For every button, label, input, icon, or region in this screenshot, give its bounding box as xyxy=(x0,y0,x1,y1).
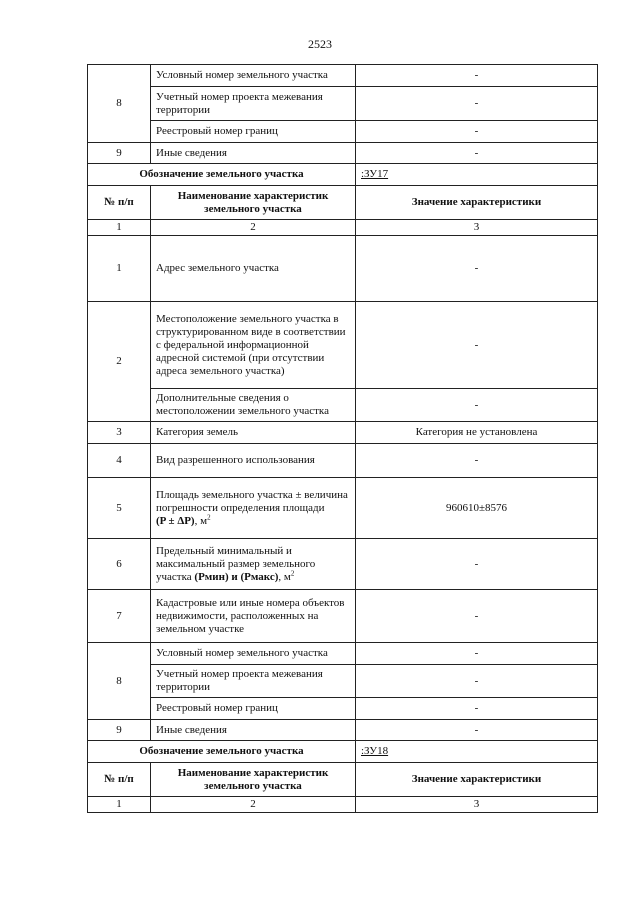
table-row xyxy=(88,65,598,87)
row-number: 9 xyxy=(88,143,151,164)
designation-label: Обозначение земельного участка xyxy=(88,741,356,763)
row-label: Местоположение земельного участка в структурированном виде в соответствии с федеральной информационной адресной системой (при отсутствии адреса земельного участка) xyxy=(151,302,356,389)
header-row xyxy=(88,763,598,797)
header-value: Значение характеристики xyxy=(356,186,598,220)
row-value: - xyxy=(356,643,598,665)
area-unit-exponent: 2 xyxy=(207,512,211,521)
row-number: 8 xyxy=(88,65,151,143)
row-label: Условный номер земельного участка xyxy=(151,643,356,665)
row-number: 7 xyxy=(88,590,151,643)
table-row xyxy=(88,643,598,665)
table-row xyxy=(88,87,598,121)
table-row xyxy=(88,389,598,422)
header-row xyxy=(88,186,598,220)
row-value: - xyxy=(356,389,598,422)
row-label: Адрес земельного участка xyxy=(151,236,356,302)
row-value: - xyxy=(356,665,598,698)
designation-value: :ЗУ17 xyxy=(356,164,598,186)
row-label-text: Предельный минимальный и максимальный размер земельного участка xyxy=(156,544,316,583)
column-number: 2 xyxy=(151,797,356,813)
row-value: - xyxy=(356,87,598,121)
table-row xyxy=(88,720,598,741)
row-value: - xyxy=(356,444,598,478)
area-unit: , м xyxy=(194,514,208,527)
table-row xyxy=(88,478,598,539)
area-value: 960610±8576 xyxy=(356,478,598,539)
area-formula: (P ± ΔP) xyxy=(156,514,195,527)
row-label-text: Площадь земельного участка ± величина погрешности определения площади xyxy=(156,488,348,514)
header-name: Наименование характеристик земельного участка xyxy=(151,186,356,220)
designation-row xyxy=(88,164,598,186)
size-formula: (Рмин) и (Рмакс) xyxy=(194,570,279,583)
row-value: - xyxy=(356,143,598,164)
table-row xyxy=(88,539,598,590)
row-number: 8 xyxy=(88,643,151,720)
designation-value: :ЗУ18 xyxy=(356,741,598,763)
row-number: 4 xyxy=(88,444,151,478)
row-number: 3 xyxy=(88,422,151,444)
header-num: № п/п xyxy=(88,763,151,797)
row-label: Дополнительные сведения о местоположении земельного участка xyxy=(151,389,356,422)
table-row xyxy=(88,236,598,302)
header-name: Наименование характеристик земельного участка xyxy=(151,763,356,797)
size-unit-exponent: 2 xyxy=(290,568,295,577)
row-value: - xyxy=(356,698,598,720)
table-row xyxy=(88,143,598,164)
row-label: Иные сведения xyxy=(151,143,356,164)
column-number-row xyxy=(88,797,598,813)
size-unit: , м xyxy=(278,570,291,583)
column-number: 1 xyxy=(88,797,151,813)
row-label xyxy=(151,478,356,539)
row-label: Реестровый номер границ xyxy=(151,698,356,720)
row-label: Учетный номер проекта межевания территории xyxy=(151,665,356,698)
row-label: Реестровый номер границ xyxy=(151,121,356,143)
column-number-row xyxy=(88,220,598,236)
table-row xyxy=(88,302,598,389)
table-row xyxy=(88,121,598,143)
row-label xyxy=(151,539,356,590)
column-number: 2 xyxy=(151,220,356,236)
row-label: Условный номер земельного участка xyxy=(151,65,356,87)
row-number: 2 xyxy=(88,302,151,422)
row-value: - xyxy=(356,65,598,87)
column-number: 3 xyxy=(356,220,598,236)
row-label: Категория земель xyxy=(151,422,356,444)
page-number: 2523 xyxy=(308,37,332,51)
table-row xyxy=(88,698,598,720)
row-label: Кадастровые или иные номера объектов недвижимости, расположенных на земельном участке xyxy=(151,590,356,643)
header-num: № п/п xyxy=(88,186,151,220)
row-value: - xyxy=(356,302,598,389)
designation-row xyxy=(88,741,598,763)
table-row xyxy=(88,590,598,643)
table-row xyxy=(88,422,598,444)
row-value: - xyxy=(356,539,598,590)
column-number: 3 xyxy=(356,797,598,813)
row-value: - xyxy=(356,590,598,643)
column-number: 1 xyxy=(88,220,151,236)
land-plot-table xyxy=(87,64,598,813)
table-row xyxy=(88,665,598,698)
table-row xyxy=(88,444,598,478)
row-value: - xyxy=(356,121,598,143)
row-value: - xyxy=(356,720,598,741)
row-number: 5 xyxy=(88,478,151,539)
row-value: - xyxy=(356,236,598,302)
row-label: Иные сведения xyxy=(151,720,356,741)
row-label: Учетный номер проекта межевания территории xyxy=(151,87,356,121)
row-number: 1 xyxy=(88,236,151,302)
row-value: Категория не установлена xyxy=(356,422,598,444)
row-number: 9 xyxy=(88,720,151,741)
designation-label: Обозначение земельного участка xyxy=(88,164,356,186)
row-number: 6 xyxy=(88,539,151,590)
header-value: Значение характеристики xyxy=(356,763,598,797)
row-label: Вид разрешенного использования xyxy=(151,444,356,478)
